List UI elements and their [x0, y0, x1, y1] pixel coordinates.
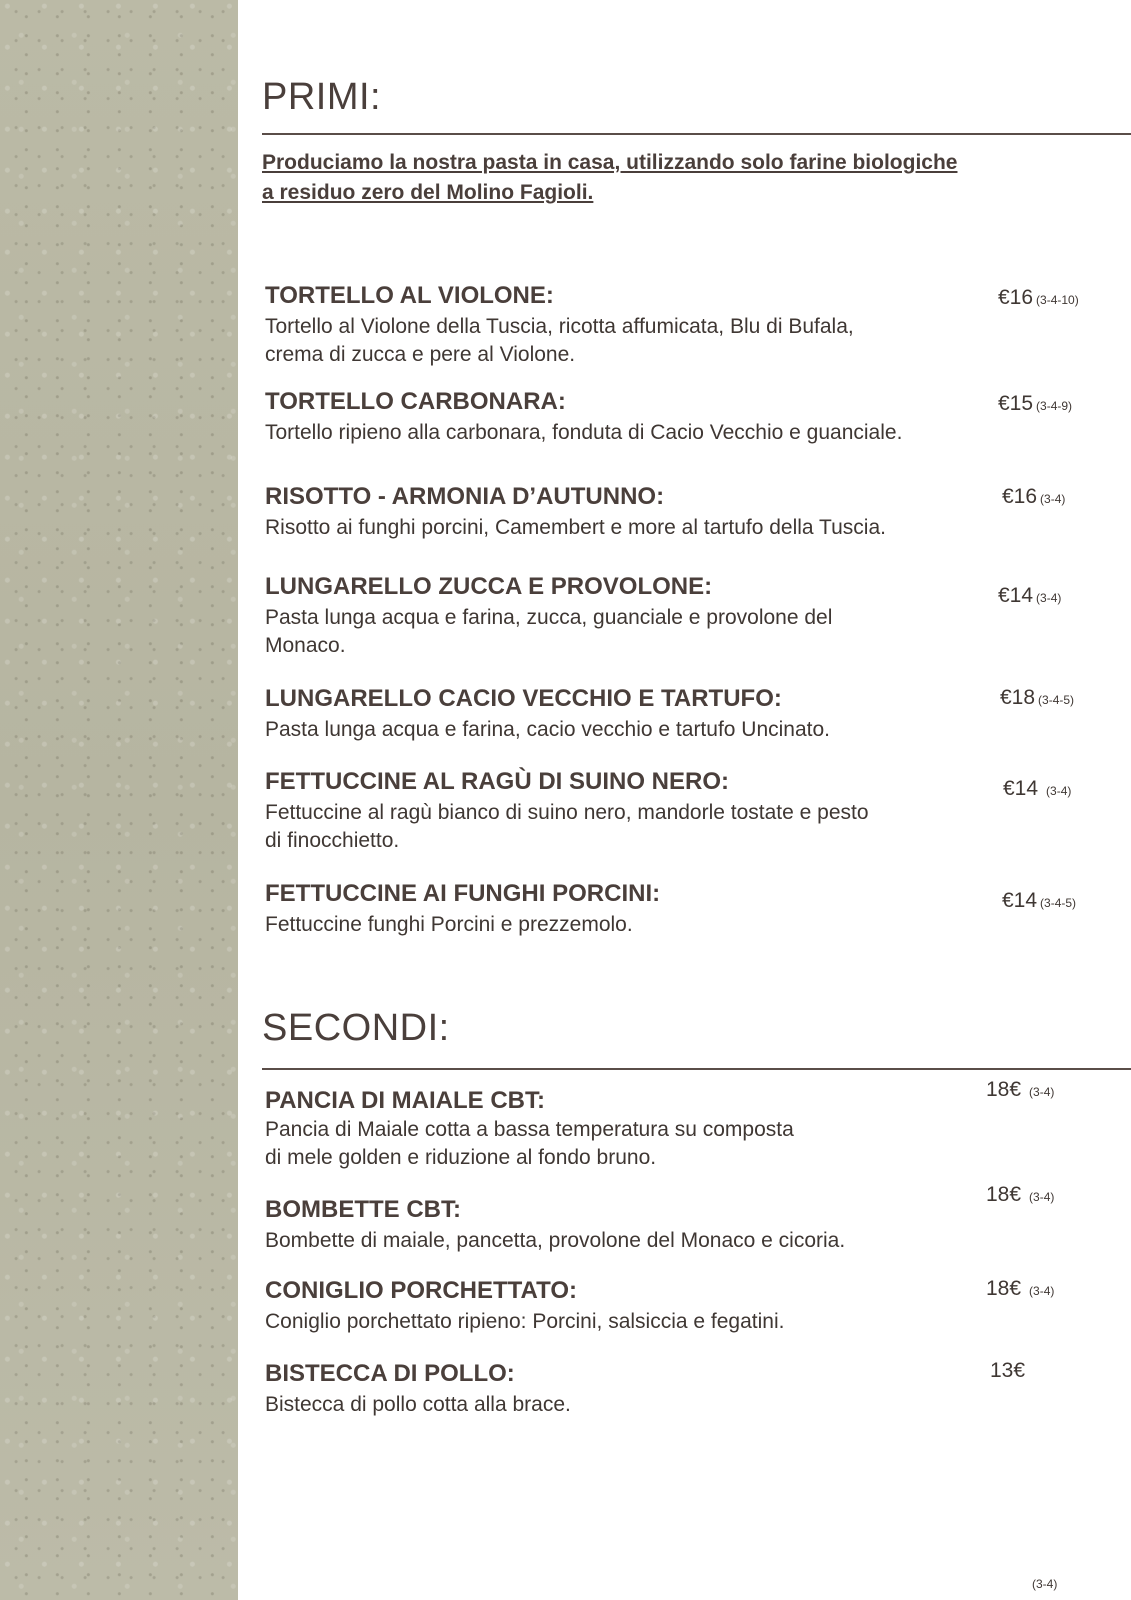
price-value: €18: [1000, 686, 1036, 709]
price-value: €14: [998, 584, 1034, 607]
section-divider-primi: [262, 133, 1131, 135]
item-price: [986, 1183, 1054, 1207]
menu-item: [265, 387, 985, 447]
menu-item: [265, 572, 985, 660]
item-name: RISOTTO - ARMONIA D’AUTUNNO:: [265, 483, 665, 510]
allergen-codes: (3-4): [1040, 492, 1066, 506]
item-description: Pasta lunga acqua e farina, cacio vecchio e tartufo Uncinato.: [265, 718, 831, 741]
menu-item: [265, 482, 985, 542]
price-value: 18€: [986, 1277, 1022, 1300]
price-value: 18€: [986, 1183, 1022, 1206]
item-price: [998, 392, 1072, 416]
item-description: Tortello ripieno alla carbonara, fonduta di Cacio Vecchio e guanciale.: [265, 421, 903, 444]
item-name: LUNGARELLO ZUCCA E PROVOLONE:: [265, 573, 713, 600]
price-value: 13€: [990, 1359, 1026, 1382]
section-divider-secondi: [262, 1068, 1131, 1070]
item-name: FETTUCCINE AL RAGÙ DI SUINO NERO:: [265, 768, 730, 795]
price-value: €16: [998, 286, 1034, 309]
item-price: [998, 286, 1079, 310]
menu-item: [265, 879, 985, 939]
item-price: [1003, 777, 1071, 801]
price-value: €14: [1002, 889, 1038, 912]
allergen-codes: (3-4-9): [1036, 399, 1073, 413]
menu-item: [265, 281, 985, 369]
item-price: [998, 584, 1061, 608]
item-name: FETTUCCINE AI FUNGHI PORCINI:: [265, 880, 661, 907]
item-name: TORTELLO CARBONARA:: [265, 388, 566, 415]
item-name: LUNGARELLO CACIO VECCHIO E TARTUFO:: [265, 685, 782, 712]
allergen-codes: (3-4-5): [1040, 896, 1077, 910]
allergen-codes: (3-4): [1029, 1190, 1055, 1204]
item-name: BOMBETTE CBT:: [265, 1196, 461, 1223]
section-title-secondi: SECONDI:: [262, 1007, 450, 1049]
item-price: [986, 1078, 1054, 1102]
section-title-primi: PRIMI:: [262, 76, 382, 118]
allergen-codes: (3-4): [1046, 784, 1072, 798]
item-price: [1002, 889, 1076, 913]
menu-item: [265, 684, 985, 744]
allergen-codes: (3-4): [1029, 1284, 1055, 1298]
menu-item: [265, 1086, 985, 1172]
allergen-codes: (3-4): [1036, 591, 1062, 605]
price-value: €14: [1003, 777, 1039, 800]
item-name: CONIGLIO PORCHETTATO:: [265, 1277, 577, 1304]
pasta-intro-note: Produciamo la nostra pasta in casa, utilizzando solo farine biologiche a residuo zero del Molino Fagioli.: [262, 151, 958, 204]
item-description: Pasta lunga acqua e farina, zucca, guanciale e provolone del Monaco.: [265, 606, 833, 657]
item-price: [990, 1359, 1025, 1383]
item-price: [986, 1277, 1054, 1301]
paper-texture-strip: [0, 0, 238, 1600]
item-description: Risotto ai funghi porcini, Camembert e more al tartufo della Tuscia.: [265, 516, 886, 539]
item-description: Tortello al Violone della Tuscia, ricotta affumicata, Blu di Bufala, crema di zucca e pere al Violone.: [265, 315, 854, 366]
menu-item: [265, 1359, 985, 1419]
price-value: €15: [998, 392, 1034, 415]
item-description: Fettuccine al ragù bianco di suino nero, mandorle tostate e pesto di finocchietto.: [265, 801, 869, 852]
item-name: TORTELLO AL VIOLONE:: [265, 282, 554, 309]
menu-item: [265, 767, 985, 855]
item-description: Bistecca di pollo cotta alla brace.: [265, 1393, 571, 1416]
item-name: PANCIA DI MAIALE CBT:: [265, 1087, 545, 1114]
item-description: Coniglio porchettato ripieno: Porcini, salsiccia e fegatini.: [265, 1310, 785, 1333]
item-description: Bombette di maiale, pancetta, provolone del Monaco e cicoria.: [265, 1229, 846, 1252]
item-price: [1002, 485, 1065, 509]
item-price: [1000, 686, 1074, 710]
menu-item: [265, 1195, 985, 1255]
footer-allergen-codes: (3-4): [1032, 1577, 1058, 1591]
menu-item: [265, 1276, 985, 1336]
allergen-codes: (3-4): [1029, 1085, 1055, 1099]
allergen-codes: (3-4-5): [1038, 693, 1075, 707]
item-description: Fettuccine funghi Porcini e prezzemolo.: [265, 913, 633, 936]
item-name: BISTECCA DI POLLO:: [265, 1360, 515, 1387]
price-value: 18€: [986, 1078, 1022, 1101]
item-description: Pancia di Maiale cotta a bassa temperatura su composta di mele golden e riduzione al fondo bruno.: [265, 1118, 794, 1169]
price-value: €16: [1002, 485, 1038, 508]
allergen-codes: (3-4-10): [1036, 293, 1079, 307]
